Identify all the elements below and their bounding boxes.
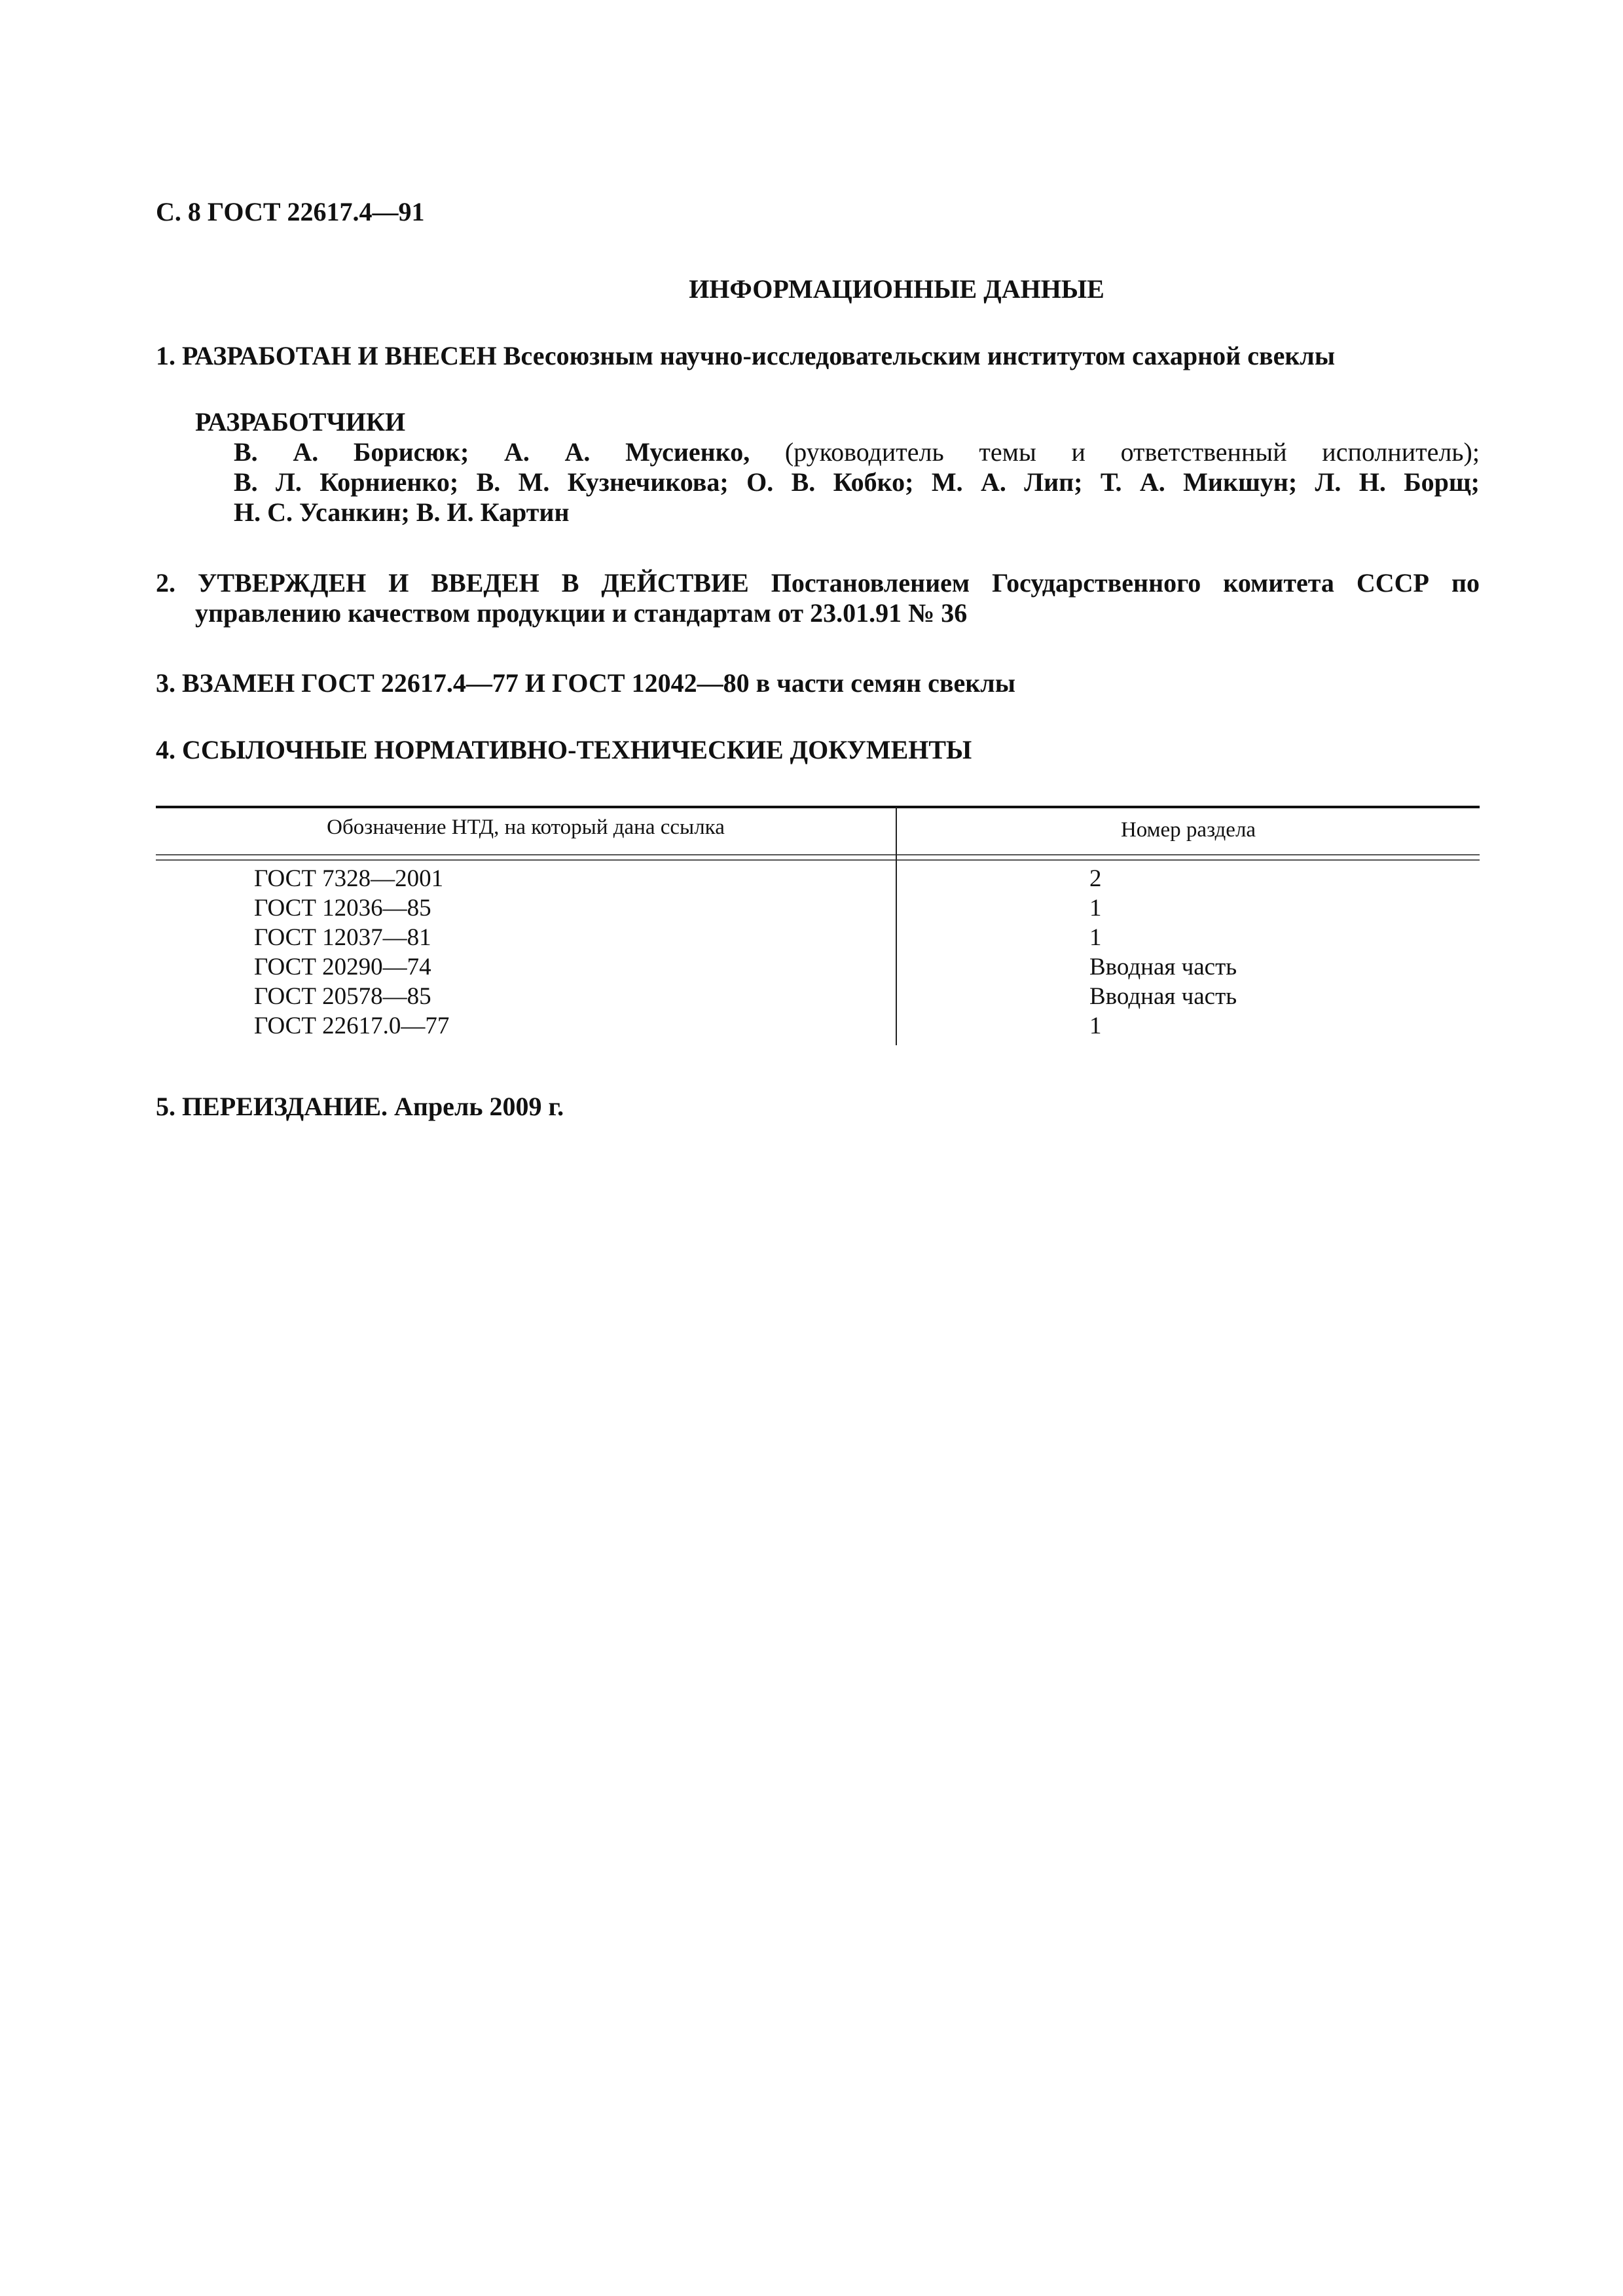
- page-header: С. 8 ГОСТ 22617.4—91: [156, 197, 425, 226]
- table-cell-doc: ГОСТ 20578—85: [254, 983, 431, 1010]
- table-cell-doc: ГОСТ 20290—74: [254, 954, 431, 980]
- developers-line-1-role: (руководитель темы и ответственный исполнитель);: [784, 437, 1480, 467]
- table-cell-section: Вводная часть: [1089, 983, 1237, 1010]
- section-2-label: 2. УТВЕРЖДЕН И ВВЕДЕН В ДЕЙСТВИЕ: [156, 568, 749, 598]
- table-body-sections: [1089, 864, 1237, 1041]
- section-3-text: в части семян свеклы: [756, 668, 1015, 698]
- table-cell-section: 2: [1089, 865, 1102, 892]
- table-header-document: Обозначение НТД, на который дана ссылка: [327, 816, 725, 839]
- section-3: [156, 668, 1015, 698]
- section-2-text-1: Постановлением Государственного комитета СССР по: [771, 568, 1480, 598]
- section-5: 5. ПЕРЕИЗДАНИЕ. Апрель 2009 г.: [156, 1092, 564, 1121]
- document-title: ИНФОРМАЦИОННЫЕ ДАННЫЕ: [689, 274, 1104, 304]
- table-header-rule: [156, 854, 1480, 861]
- section-2-line-1: [156, 568, 1480, 598]
- table-cell-doc: ГОСТ 12037—81: [254, 924, 431, 951]
- table-body-documents: [254, 864, 449, 1041]
- table-cell-section: 1: [1089, 924, 1102, 951]
- table-cell-section: Вводная часть: [1089, 954, 1237, 980]
- table-cell-doc: ГОСТ 22617.0—77: [254, 1013, 450, 1039]
- section-1-label: 1. РАЗРАБОТАН И ВНЕСЕН: [156, 341, 497, 370]
- table-header-section: Номер раздела: [1120, 818, 1256, 842]
- section-4-heading: 4. ССЫЛОЧНЫЕ НОРМАТИВНО-ТЕХНИЧЕСКИЕ ДОКУМЕНТЫ: [156, 735, 972, 764]
- developers-line-3: Н. С. Усанкин; В. И. Картин: [234, 497, 570, 527]
- developers-line-1-names: В. А. Борисюк; А. А. Мусиенко,: [234, 437, 750, 467]
- table-cell-doc: ГОСТ 12036—85: [254, 895, 431, 922]
- table-top-rule: [156, 806, 1480, 808]
- developers-line-2: В. Л. Корниенко; В. М. Кузнечикова; О. В. Кобко; М. А. Лип; Т. А. Микшун; Л. Н. Борщ;: [234, 467, 1480, 497]
- table-cell-section: 1: [1089, 895, 1102, 922]
- table-cell-doc: ГОСТ 7328—2001: [254, 865, 444, 892]
- section-3-label: 3. ВЗАМЕН ГОСТ 22617.4—77 И ГОСТ 12042—80: [156, 668, 750, 698]
- table-cell-section: 1: [1089, 1013, 1102, 1039]
- section-1: [156, 341, 1335, 371]
- section-1-text: Всесоюзным научно-исследовательским институтом сахарной свеклы: [503, 341, 1336, 370]
- developers-heading: РАЗРАБОТЧИКИ: [195, 407, 406, 437]
- table-column-divider: [896, 807, 897, 1045]
- section-2-line-2: управлению качеством продукции и стандартам от 23.01.91 № 36: [195, 598, 968, 628]
- developers-line-1: [234, 437, 1480, 467]
